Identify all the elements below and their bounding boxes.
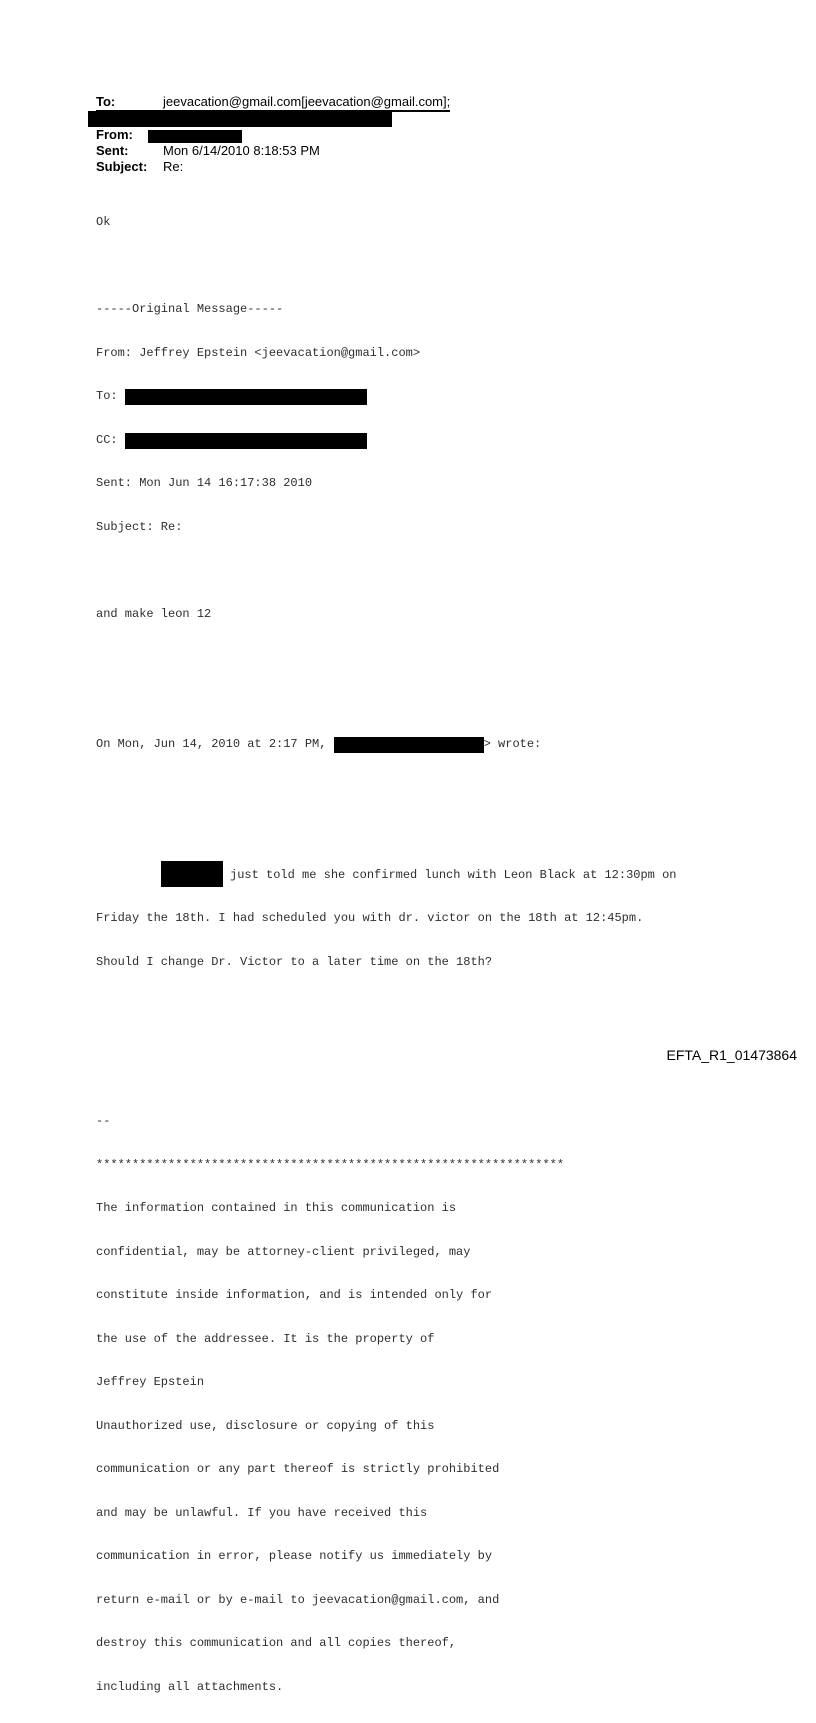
- quoted-paragraph-line1: [96, 868, 776, 883]
- redaction-bar-quoted-name: [161, 870, 223, 882]
- original-to-line: [96, 389, 776, 404]
- indent-spaces: [96, 868, 161, 882]
- to-line-underlined: [96, 94, 450, 112]
- original-to-label: To:: [96, 389, 125, 403]
- redaction-bar-original-to: [125, 391, 367, 403]
- quote-attribution-prefix: On Mon, Jun 14, 2010 at 2:17 PM,: [96, 737, 334, 751]
- blank-line: [96, 694, 776, 709]
- subject-value: Re:: [163, 159, 184, 174]
- disclaimer-line: and may be unlawful. If you have received this: [96, 1505, 428, 1520]
- header-sent-row: [96, 143, 320, 158]
- quoted-paragraph-line3: Should I change Dr. Victor to a later time on the 18th?: [96, 954, 493, 969]
- signature-dashes: --: [96, 1114, 111, 1128]
- original-sent-line: Sent: Mon Jun 14 16:17:38 2010: [96, 476, 313, 490]
- to-value: jeevacation@gmail.com[jeevacation@gmail.com];: [163, 94, 451, 109]
- original-cc-line: [96, 433, 776, 448]
- blank-line: [96, 824, 776, 839]
- blank-line: [96, 259, 776, 274]
- quoted-line1-text: just told me she confirmed lunch with Leon Black at 12:30pm on: [222, 867, 677, 882]
- original-cc-label: CC:: [96, 432, 125, 447]
- original-subject-line: Subject: Re:: [96, 519, 183, 534]
- redaction-bar-from-value: [148, 130, 242, 143]
- signature-stars: *****************************************************************: [96, 1157, 565, 1172]
- disclaimer-line: communication or any part thereof is strictly prohibited: [96, 1462, 500, 1476]
- disclaimer-line: destroy this communication and all copies thereof,: [96, 1636, 457, 1650]
- bates-number: EFTA_R1_01473864: [666, 1047, 797, 1063]
- redaction-bar-original-cc: [125, 435, 367, 447]
- original-message-separator: -----Original Message-----: [96, 302, 284, 316]
- disclaimer-line: including all attachments.: [96, 1679, 284, 1694]
- blank-line: [96, 781, 776, 796]
- redaction-bar-quoted-sender: [334, 739, 484, 751]
- quote-attribution-line: [96, 737, 776, 752]
- quoted-paragraph-line2: Friday the 18th. I had scheduled you with dr. victor on the 18th at 12:45pm.: [96, 911, 644, 925]
- sent-label: Sent:: [96, 143, 129, 158]
- email-body: [96, 186, 776, 1723]
- reply-text: Ok: [96, 215, 111, 229]
- sent-value: Mon 6/14/2010 8:18:53 PM: [163, 143, 320, 158]
- blank-line: [96, 563, 776, 578]
- note-text: and make leon 12: [96, 606, 212, 621]
- disclaimer-line: constitute inside information, and is intended only for: [96, 1288, 493, 1302]
- disclaimer-line: Unauthorized use, disclosure or copying of this: [96, 1418, 435, 1433]
- disclaimer-line: the use of the addressee. It is the property of: [96, 1331, 435, 1346]
- from-label: From:: [96, 127, 133, 142]
- to-label: To:: [96, 94, 116, 109]
- disclaimer-line: The information contained in this communication is: [96, 1201, 457, 1215]
- original-from-line: From: Jeffrey Epstein <jeevacation@gmail.com>: [96, 345, 421, 360]
- subject-label: Subject:: [96, 159, 148, 174]
- disclaimer-line: Jeffrey Epstein: [96, 1375, 205, 1389]
- header-from-row: [96, 127, 242, 142]
- vertical-gap: [96, 998, 776, 1085]
- header-subject-row: [96, 159, 183, 174]
- disclaimer-line: confidential, may be attorney-client privileged, may: [96, 1244, 471, 1259]
- quote-attribution-suffix: > wrote:: [483, 737, 542, 751]
- header-to-row: [96, 94, 450, 112]
- blank-line: [96, 650, 776, 665]
- disclaimer-line: return e-mail or by e-mail to jeevacation@gmail.com, and: [96, 1592, 500, 1607]
- disclaimer-line: communication in error, please notify us immediately by: [96, 1549, 493, 1563]
- redaction-bar-recipient: [88, 111, 392, 127]
